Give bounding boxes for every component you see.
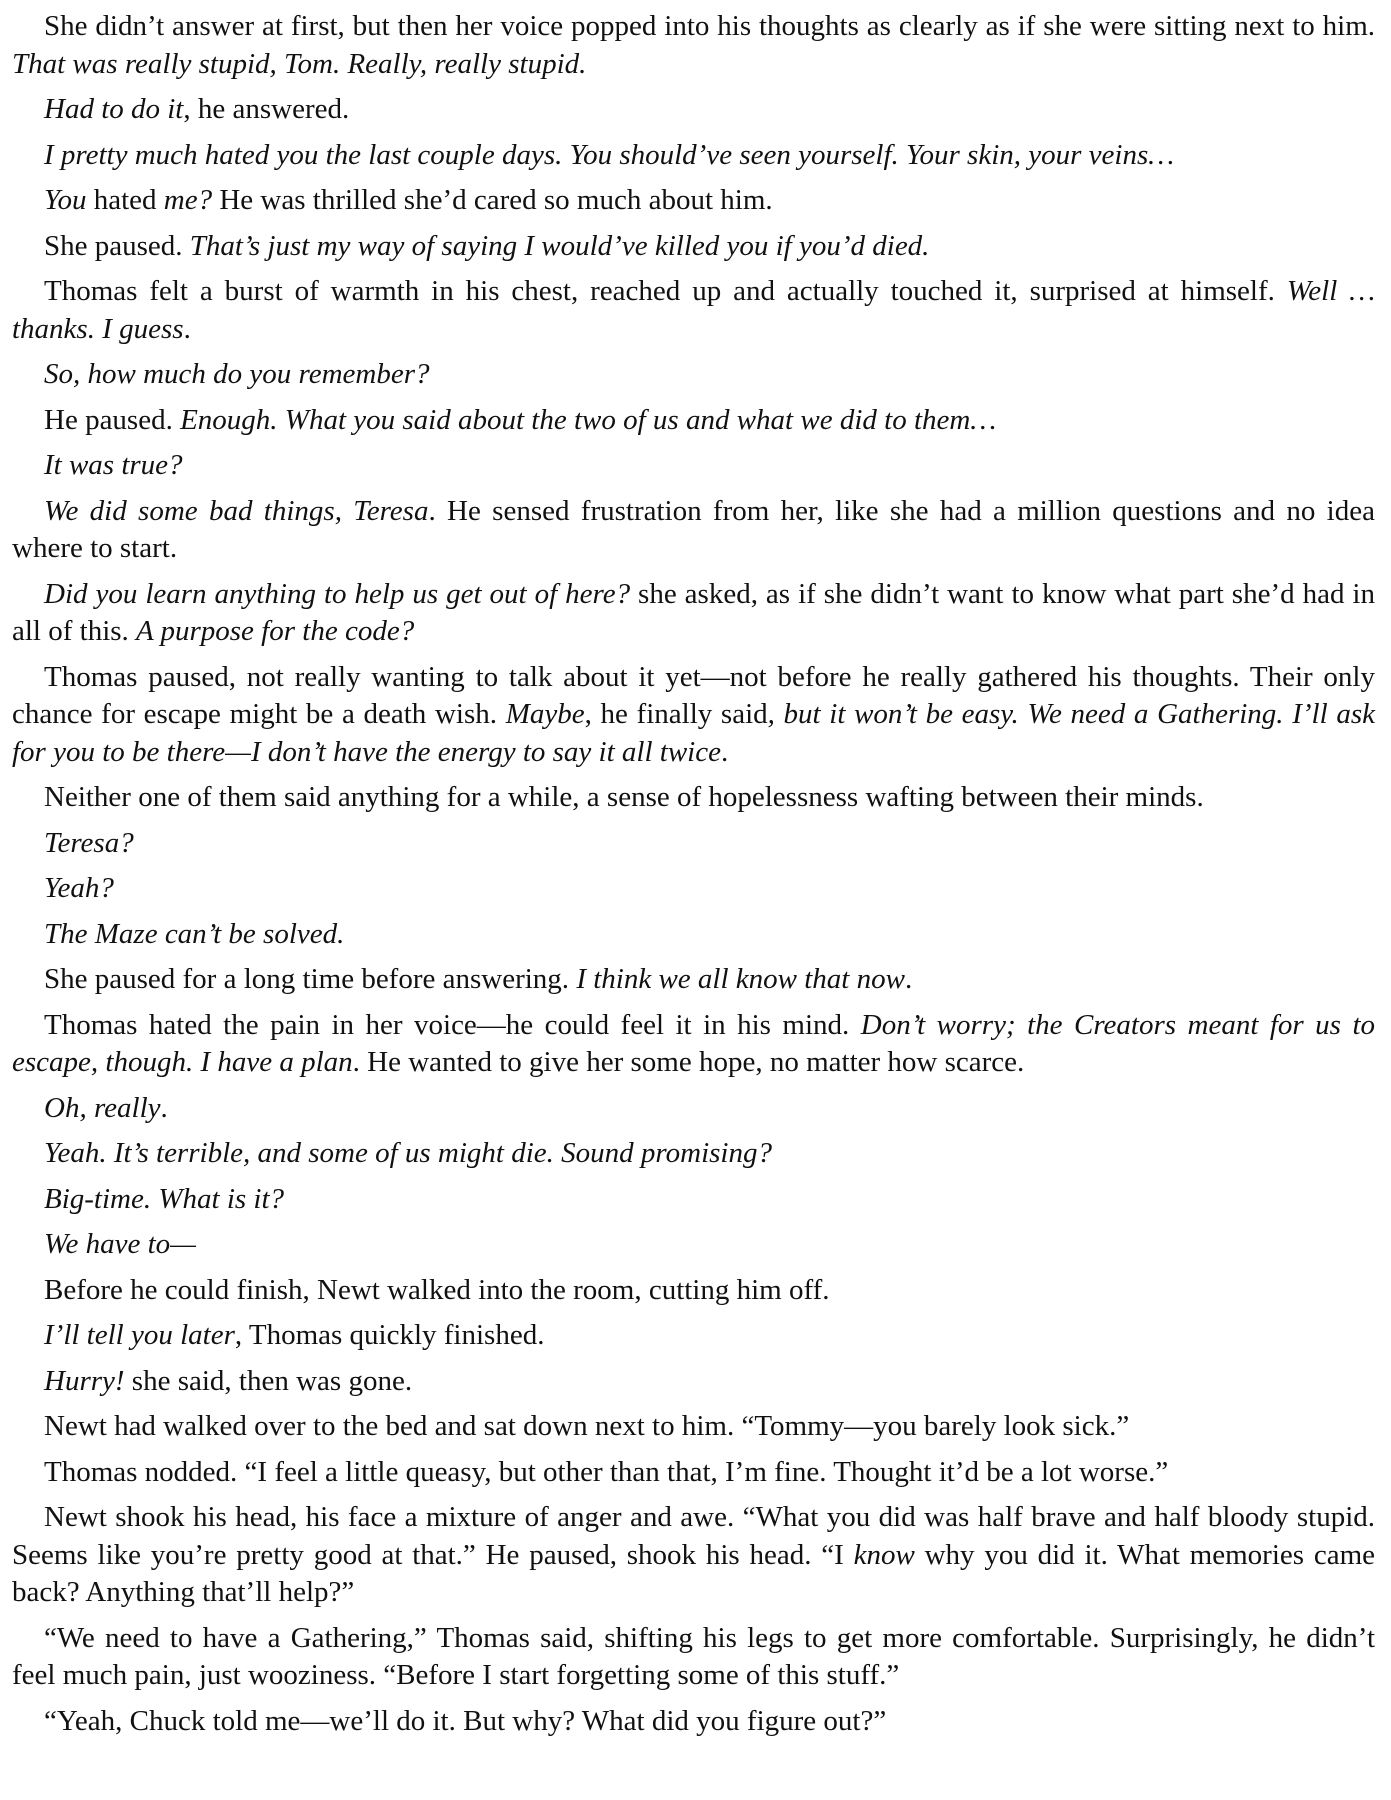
paragraph: [12, 228, 1375, 266]
paragraph: [12, 447, 1375, 485]
paragraph: [12, 91, 1375, 129]
text-run: Neither one of them said anything for a while, a sense of hopelessness wafting between their minds.: [44, 781, 1204, 813]
italic-text-run: You: [44, 184, 87, 216]
paragraph: [12, 1620, 1375, 1695]
italic-text-run: Don’t worry; the Creators meant for us to escape, though. I have a plan: [12, 1008, 1375, 1078]
italic-text-run: So, how much do you remember?: [44, 358, 430, 390]
text-run: Thomas hated the pain in her voice—he could feel it in his mind.: [44, 1008, 861, 1041]
italic-text-run: know: [853, 1538, 915, 1571]
text-run: Thomas paused, not really wanting to talk about it yet—not before he really gathered his thoughts. Their only chance for escape might be a death wish.: [12, 660, 1375, 730]
text-run: Before he could finish, Newt walked into the room, cutting him off.: [44, 1273, 830, 1306]
paragraph: [12, 1272, 1375, 1310]
italic-text-run: , but it won’t be easy. We need a Gathering. I’ll ask for you to be there—I don’t have the energy to say it all twice: [12, 698, 1375, 768]
italic-text-run: That’s just my way of saying I would’ve killed you if you’d died.: [189, 229, 930, 262]
paragraph: [12, 659, 1375, 772]
paragraph: [12, 961, 1375, 999]
text-run: she asked, as if she didn’t want to know what part she’d had in all of this.: [12, 577, 1375, 647]
italic-text-run: Yeah?: [44, 872, 114, 904]
text-run: Newt shook his head, his face a mixture of anger and awe. “What you did was half brave and half bloody stupid. Seems like you’re pretty good at that.” He paused, shook his head. “I: [12, 1501, 1375, 1571]
text-run: She didn’t answer at first, but then her voice popped into his thoughts as clearly as if she were sitting next to him.: [44, 10, 1375, 42]
text-run: . He wanted to give her some hope, no matter how scarce.: [352, 1046, 1025, 1078]
paragraph: [12, 493, 1375, 568]
paragraph: [12, 576, 1375, 651]
italic-text-run: Had to do it: [44, 93, 184, 125]
paragraph: [12, 137, 1375, 175]
text-run: .: [904, 963, 913, 995]
paragraph: [12, 1226, 1375, 1264]
text-run: , Thomas quickly finished.: [234, 1319, 545, 1351]
paragraph: [12, 1007, 1375, 1082]
italic-text-run: It was true?: [44, 449, 183, 481]
text-run: Thomas felt a burst of warmth in his chest, reached up and actually touched it, surprised at himself.: [44, 275, 1287, 307]
paragraph: [12, 1363, 1375, 1401]
paragraph: [12, 356, 1375, 394]
paragraph: [12, 916, 1375, 954]
italic-text-run: Teresa?: [44, 826, 134, 859]
text-run: She paused for a long time before answering.: [44, 963, 577, 995]
italic-text-run: Big-time. What is it?: [44, 1182, 285, 1215]
paragraph: [12, 1181, 1375, 1219]
text-run: .: [183, 312, 191, 345]
text-run: hated: [86, 184, 164, 216]
paragraph: [12, 1408, 1375, 1446]
paragraph: [12, 8, 1375, 83]
text-run: .: [721, 735, 729, 768]
text-run: “Yeah, Chuck told me—we’ll do it. But why? What did you figure out?”: [44, 1704, 887, 1737]
text-run: , he finally said: [584, 698, 768, 730]
text-run: why you did it. What memories came back? Anything that’ll help?”: [12, 1538, 1375, 1608]
text-run: .: [160, 1091, 168, 1124]
italic-text-run: I pretty much hated you the last couple days. You should’ve seen yourself. Your skin, your veins…: [44, 138, 1175, 171]
italic-text-run: We have to—: [44, 1228, 196, 1260]
text-run: He paused.: [44, 403, 181, 436]
italic-text-run: The Maze can’t be solved.: [44, 917, 345, 950]
italic-text-run: Hurry!: [44, 1364, 125, 1397]
paragraph: [12, 825, 1375, 863]
italic-text-run: Oh, really: [44, 1091, 161, 1124]
italic-text-run: I’ll tell you later: [44, 1319, 235, 1351]
text-run: “We need to have a Gathering,” Thomas said, shifting his legs to get more comfortable. Surprisingly, he didn’t feel much pain, just wooziness. “Before I start forgetting some of this stuff.”: [12, 1621, 1375, 1691]
italic-text-run: Yeah. It’s terrible, and some of us might die. Sound promising?: [44, 1137, 772, 1169]
italic-text-run: Did you learn anything to help us get out of here?: [44, 577, 631, 610]
text-run: she said, then was gone.: [124, 1364, 413, 1397]
paragraph: [12, 182, 1375, 220]
italic-text-run: A purpose for the code?: [136, 615, 415, 647]
paragraph: [12, 1135, 1375, 1173]
italic-text-run: Maybe: [505, 698, 585, 730]
paragraph: [12, 779, 1375, 817]
text-run: She paused.: [44, 229, 190, 262]
paragraph: [12, 870, 1375, 908]
text-run: Thomas nodded. “I feel a little queasy, but other than that, I’m fine. Thought it’d be a lot worse.”: [44, 1455, 1169, 1488]
italic-text-run: Well … thanks. I guess: [12, 275, 1375, 345]
paragraph: [12, 1499, 1375, 1612]
italic-text-run: Enough. What you said about the two of us and what we did to them…: [180, 403, 997, 436]
paragraph: [12, 1454, 1375, 1492]
paragraph: [12, 273, 1375, 348]
italic-text-run: We did some bad things, Teresa: [44, 494, 429, 527]
italic-text-run: me?: [163, 184, 213, 216]
text-run: He was thrilled she’d cared so much about him.: [212, 184, 773, 216]
paragraph: [12, 1703, 1375, 1741]
paragraph: [12, 402, 1375, 440]
paragraph: [12, 1090, 1375, 1128]
italic-text-run: I think we all know that now: [576, 963, 905, 995]
italic-text-run: That was really stupid, Tom. Really, really stupid.: [12, 47, 587, 80]
text-run: Newt had walked over to the bed and sat down next to him. “Tommy—you barely look sick.”: [44, 1410, 1130, 1442]
text-run: . He sensed frustration from her, like she had a million questions and no idea where to start.: [12, 494, 1375, 564]
paragraph: [12, 1317, 1375, 1355]
text-run: , he answered.: [183, 93, 350, 125]
